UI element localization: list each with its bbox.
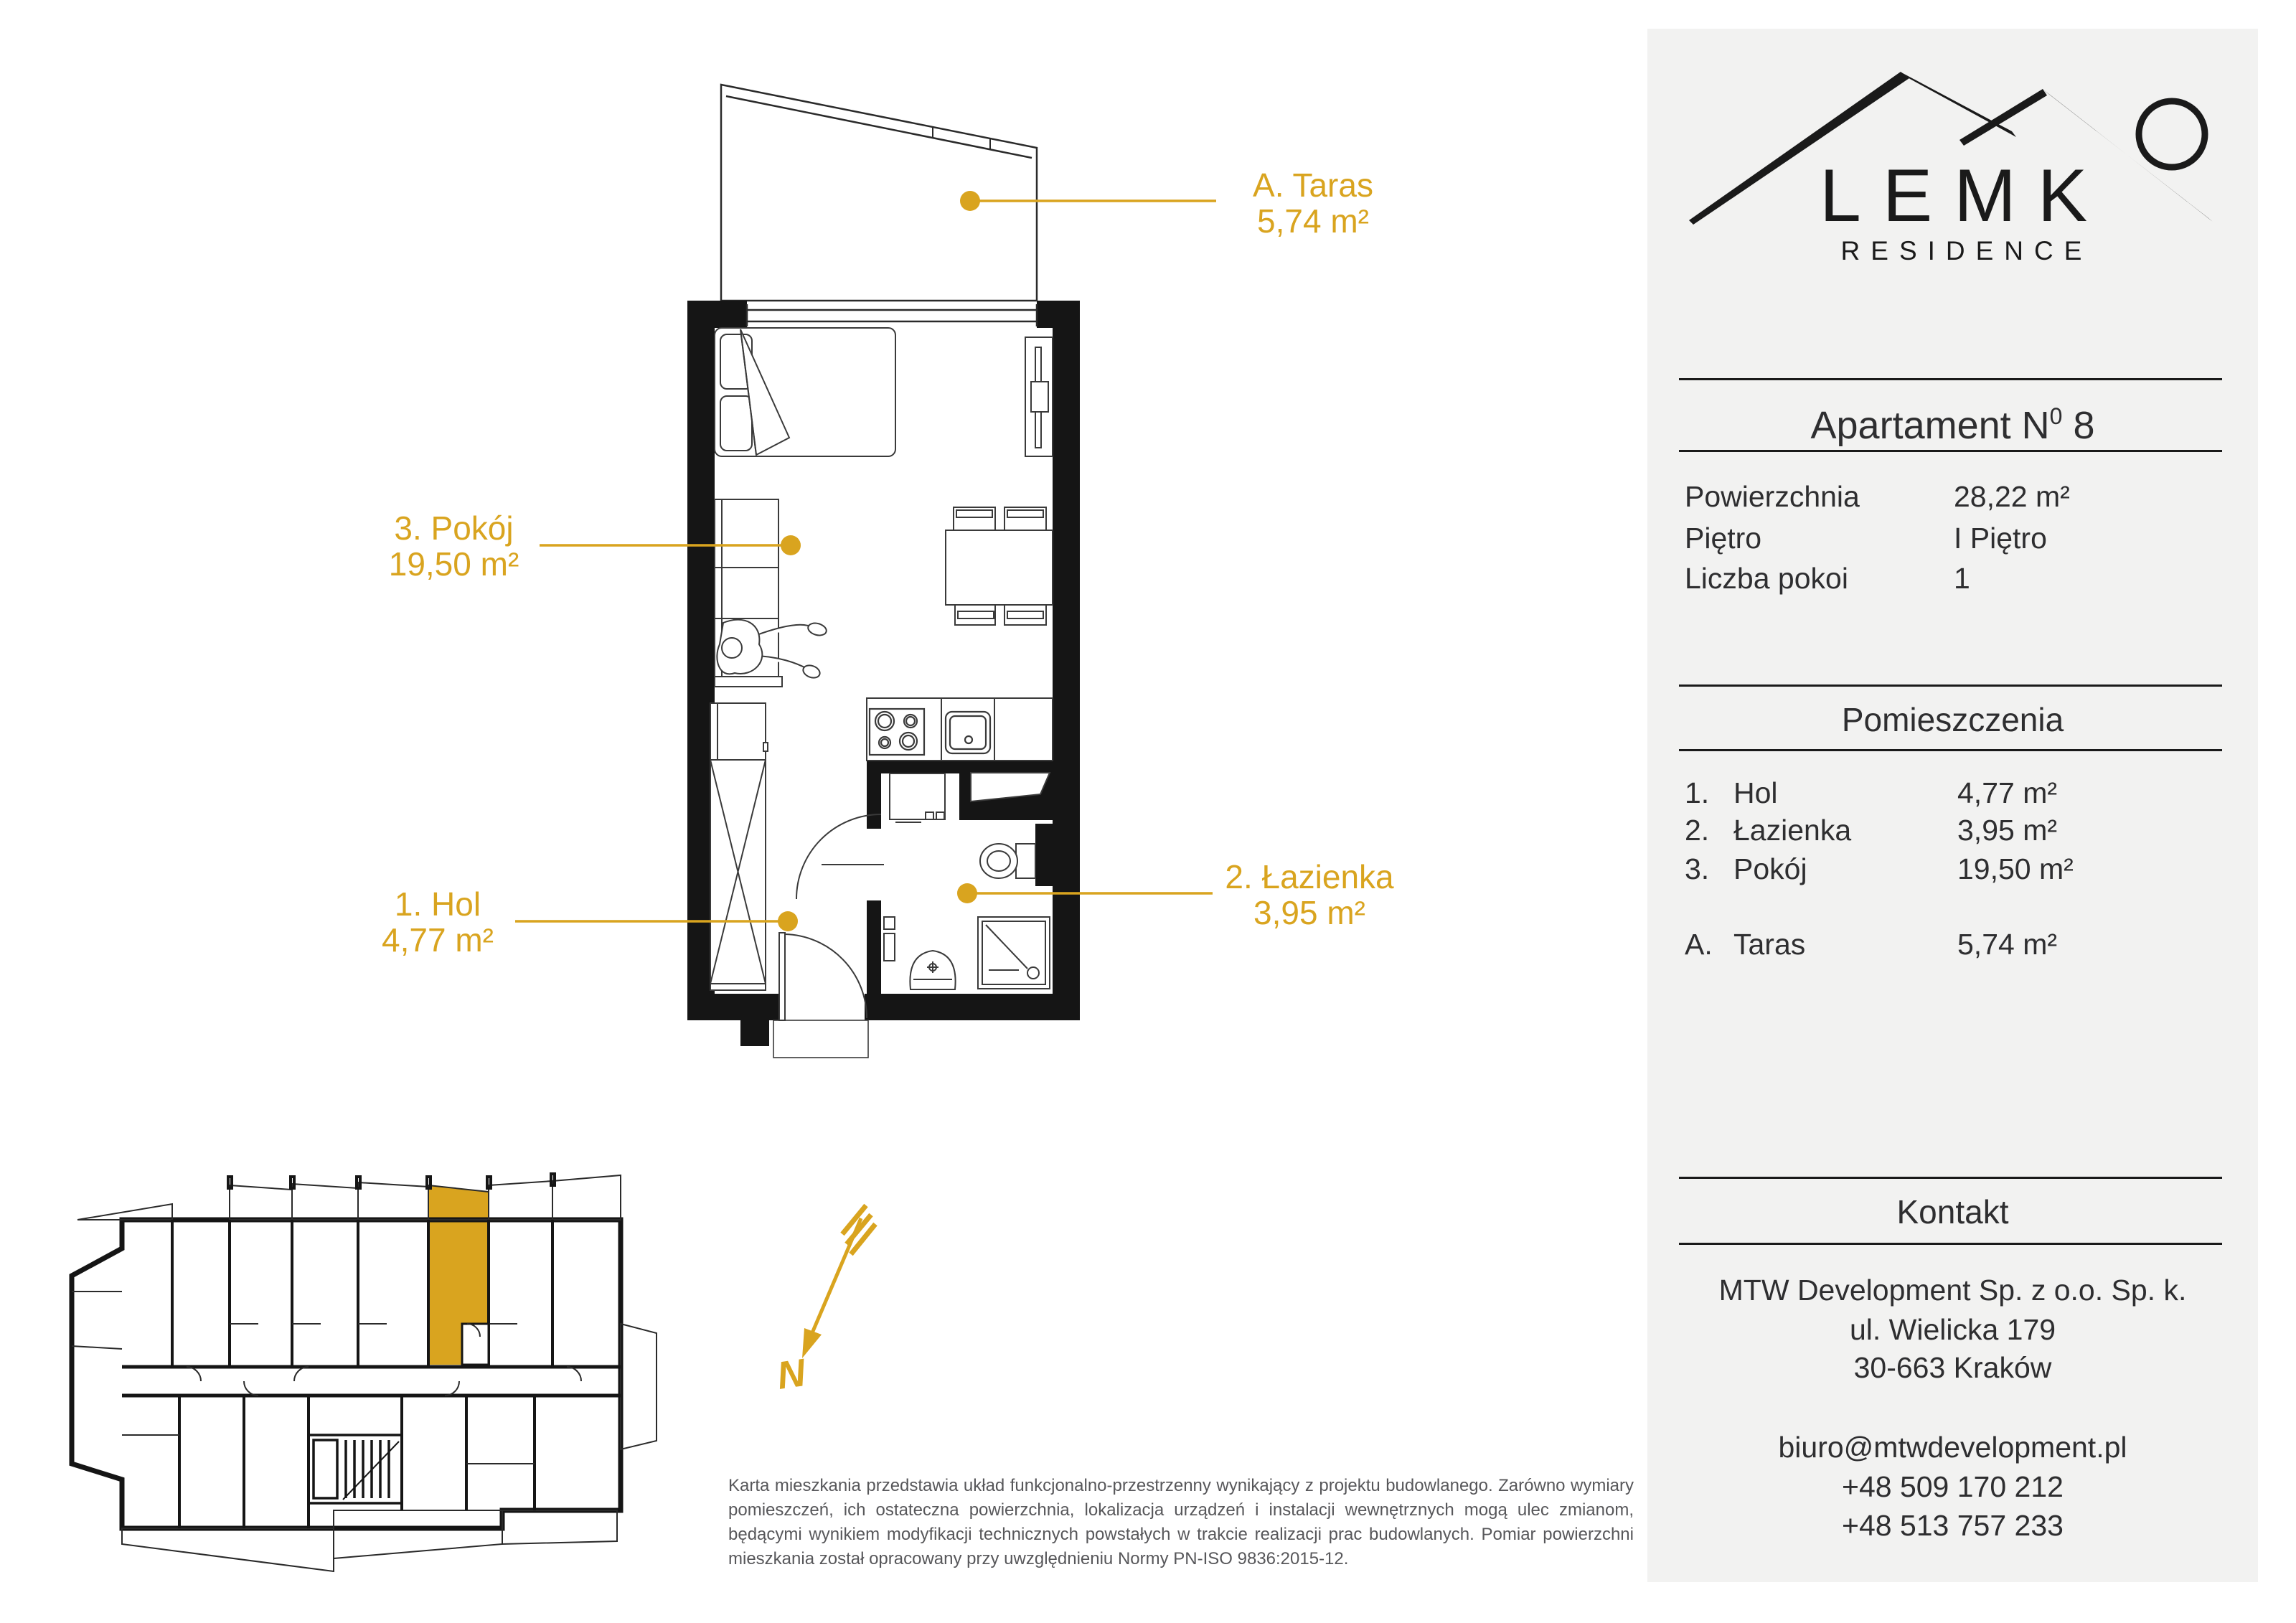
room-no: 3. bbox=[1685, 852, 1710, 885]
label-leaders bbox=[515, 191, 1216, 931]
disclaimer-text: Karta mieszkania przedstawia układ funkcjonalno-przestrzenny wynikający z projektu budowlanego. Zarówno wymiary pomieszczeń, ich ostateczna powierzchnia, lokalizacja urządzeń i instalacji wewnętrznych mogą ulec zmianom, będącymi wynikiem modyfikacji technicznych powstałych w trakcie realizacji prac budowlanych. Pomiar powierzchni mieszkania został opracowany przy uwzględnieniu Normy PN-ISO 9836:2015-12. bbox=[728, 1476, 1634, 1568]
room-area: 5,74 m² bbox=[1957, 928, 2057, 961]
contact-email[interactable]: biuro@mtwdevelopment.pl bbox=[1778, 1431, 2127, 1464]
contact-phone-2[interactable]: +48 513 757 233 bbox=[1842, 1509, 2064, 1542]
terrace bbox=[721, 85, 1037, 301]
washing-machine bbox=[890, 773, 945, 822]
stairwell bbox=[309, 1435, 402, 1503]
contact-city: 30-663 Kraków bbox=[1853, 1351, 2052, 1384]
shower bbox=[978, 917, 1050, 989]
apartment-title-number: 8 bbox=[2062, 404, 2095, 447]
contact-street: ul. Wielicka 179 bbox=[1849, 1313, 2056, 1346]
label-hol-name: 1. Hol bbox=[394, 885, 481, 923]
dining-table-chairs bbox=[946, 507, 1053, 625]
apartment-title-sup: 0 bbox=[2049, 403, 2063, 429]
north-letter: N bbox=[774, 1351, 809, 1398]
detail-label-pietro: Piętro bbox=[1685, 522, 1762, 555]
radiator bbox=[884, 917, 895, 961]
hob bbox=[870, 709, 924, 755]
label-taras bbox=[1223, 167, 1403, 239]
contact-header: Kontakt bbox=[1896, 1193, 2009, 1231]
contact-phone-1[interactable]: +48 509 170 212 bbox=[1842, 1470, 2064, 1503]
logo-subtitle: RESIDENCE bbox=[1840, 236, 2093, 265]
detail-value-pietro: I Piętro bbox=[1954, 522, 2047, 555]
room-no: A. bbox=[1685, 928, 1713, 961]
room-name: Łazienka bbox=[1733, 814, 1852, 847]
label-lazienka-name: 2. Łazienka bbox=[1225, 858, 1394, 895]
room-area: 3,95 m² bbox=[1957, 814, 2057, 847]
mini-floor-plan bbox=[72, 1174, 657, 1571]
detail-label-powierzchnia: Powierzchnia bbox=[1685, 480, 1860, 513]
rooms-header: Pomieszczenia bbox=[1841, 701, 2064, 738]
logo-wordmark: LEMK bbox=[1820, 154, 2109, 237]
label-hol bbox=[362, 886, 513, 958]
wall-unit bbox=[1025, 337, 1053, 456]
room-name: Hol bbox=[1733, 776, 1778, 809]
hall-wardrobe bbox=[710, 703, 768, 990]
entry-door bbox=[773, 933, 868, 1058]
room-area: 4,77 m² bbox=[1957, 776, 2057, 809]
detail-label-liczba-pokoi: Liczba pokoi bbox=[1685, 562, 1848, 595]
label-pokoj-name: 3. Pokój bbox=[394, 509, 514, 547]
apartment-title-prefix: Apartament N bbox=[1810, 404, 2050, 447]
label-pokoj-area: 19,50 m² bbox=[388, 545, 519, 583]
north-arrow bbox=[802, 1205, 875, 1358]
logo-o-icon bbox=[2139, 101, 2205, 167]
pokoj-marker-dot bbox=[781, 535, 801, 555]
bed bbox=[715, 328, 895, 456]
label-lazienka bbox=[1220, 859, 1399, 931]
detail-value-liczba-pokoi: 1 bbox=[1954, 562, 1970, 595]
lazienka-marker-dot bbox=[957, 883, 977, 903]
label-taras-name: A. Taras bbox=[1253, 166, 1373, 204]
label-taras-area: 5,74 m² bbox=[1257, 202, 1369, 240]
washbasin bbox=[910, 951, 955, 989]
room-area: 19,50 m² bbox=[1957, 852, 2074, 885]
label-pokoj bbox=[370, 510, 538, 582]
room-name: Pokój bbox=[1733, 852, 1807, 885]
taras-marker-dot bbox=[960, 191, 980, 211]
label-lazienka-area: 3,95 m² bbox=[1253, 894, 1365, 931]
room-no: 2. bbox=[1685, 814, 1710, 847]
hol-marker-dot bbox=[778, 911, 798, 931]
lemko-logo bbox=[1689, 72, 2213, 265]
terrace-window bbox=[747, 304, 1037, 326]
toilet bbox=[980, 844, 1035, 878]
label-hol-area: 4,77 m² bbox=[382, 921, 494, 959]
contact-company: MTW Development Sp. z o.o. Sp. k. bbox=[1718, 1274, 2187, 1307]
kitchen-sink bbox=[946, 712, 990, 753]
room-name: Taras bbox=[1733, 928, 1806, 961]
room-no: 1. bbox=[1685, 776, 1710, 809]
detail-value-powierzchnia: 28,22 m² bbox=[1954, 480, 2070, 513]
